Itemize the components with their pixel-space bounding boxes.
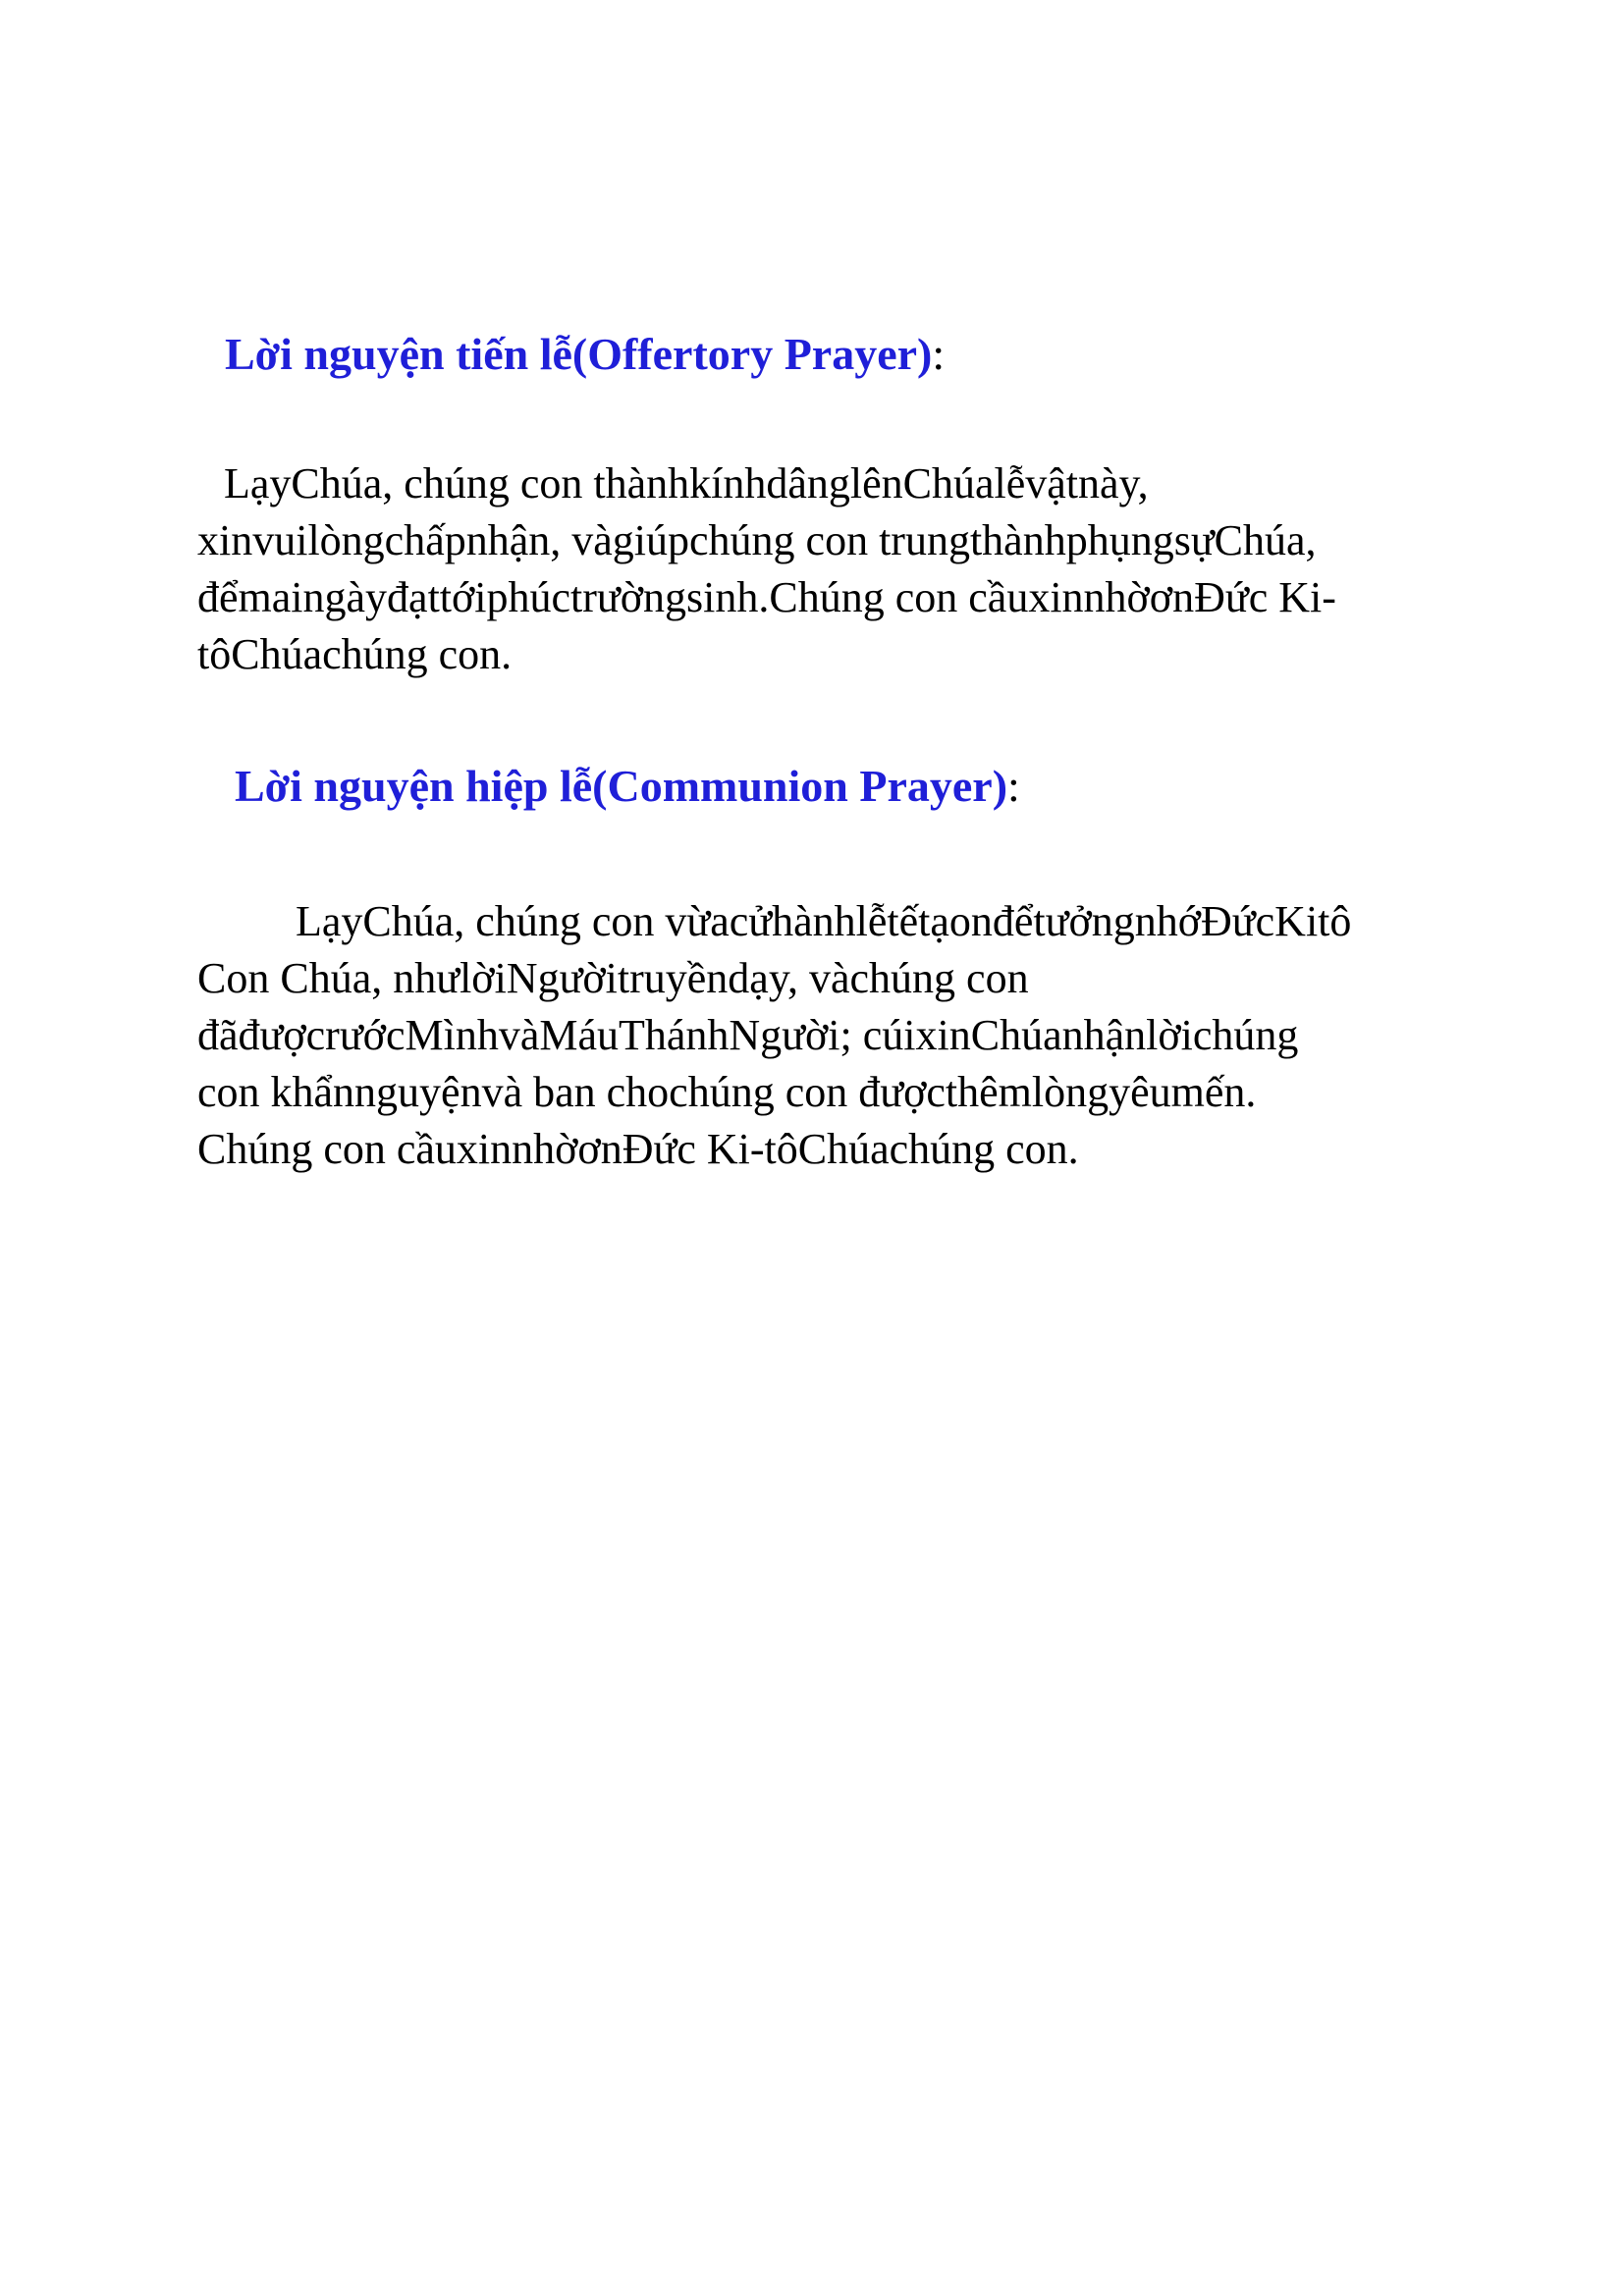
- offertory-heading-text: Lời nguyện tiến lễ(Offertory Prayer): [225, 329, 933, 379]
- offertory-line-4: tôChúachúng con.: [197, 630, 513, 678]
- offertory-heading-colon: :: [932, 329, 946, 379]
- communion-heading-colon: :: [1007, 761, 1020, 811]
- communion-prayer-heading: [235, 759, 1020, 814]
- communion-heading-text: Lời nguyện hiệp lễ(Communion Prayer): [235, 761, 1008, 811]
- communion-line-2: Con Chúa, nhưlờiNgườitruyềndạy, vàchúng con: [197, 954, 1029, 1002]
- offertory-prayer-text: [197, 455, 1336, 683]
- communion-line-4: con khẩnnguyệnvà ban chochúng con đượcthêmlòngyêumến.: [197, 1068, 1257, 1116]
- offertory-line-3: đểmaingàyđạttớiphúctrườngsinh.Chúng con cầuxinnhờơnĐức Ki-: [197, 573, 1336, 621]
- offertory-prayer-heading: [225, 327, 945, 382]
- communion-line-1: LạyChúa, chúng con vừacửhànhlễtếtạonđểtưởngnhớĐứcKitô: [296, 897, 1352, 945]
- communion-line-3: đãđượcrướcMìnhvàMáuThánhNgười; cúixinChúanhậnlờichúng: [197, 1011, 1299, 1059]
- communion-prayer-text: [197, 893, 1351, 1178]
- offertory-line-2: xinvuilòngchấpnhận, vàgiúpchúng con trungthànhphụngsựChúa,: [197, 516, 1317, 564]
- offertory-line-1: LạyChúa, chúng con thànhkínhdânglênChúalễvậtnày,: [224, 459, 1149, 507]
- communion-line-5: Chúng con cầuxinnhờơnĐức Ki-tôChúachúng con.: [197, 1125, 1079, 1173]
